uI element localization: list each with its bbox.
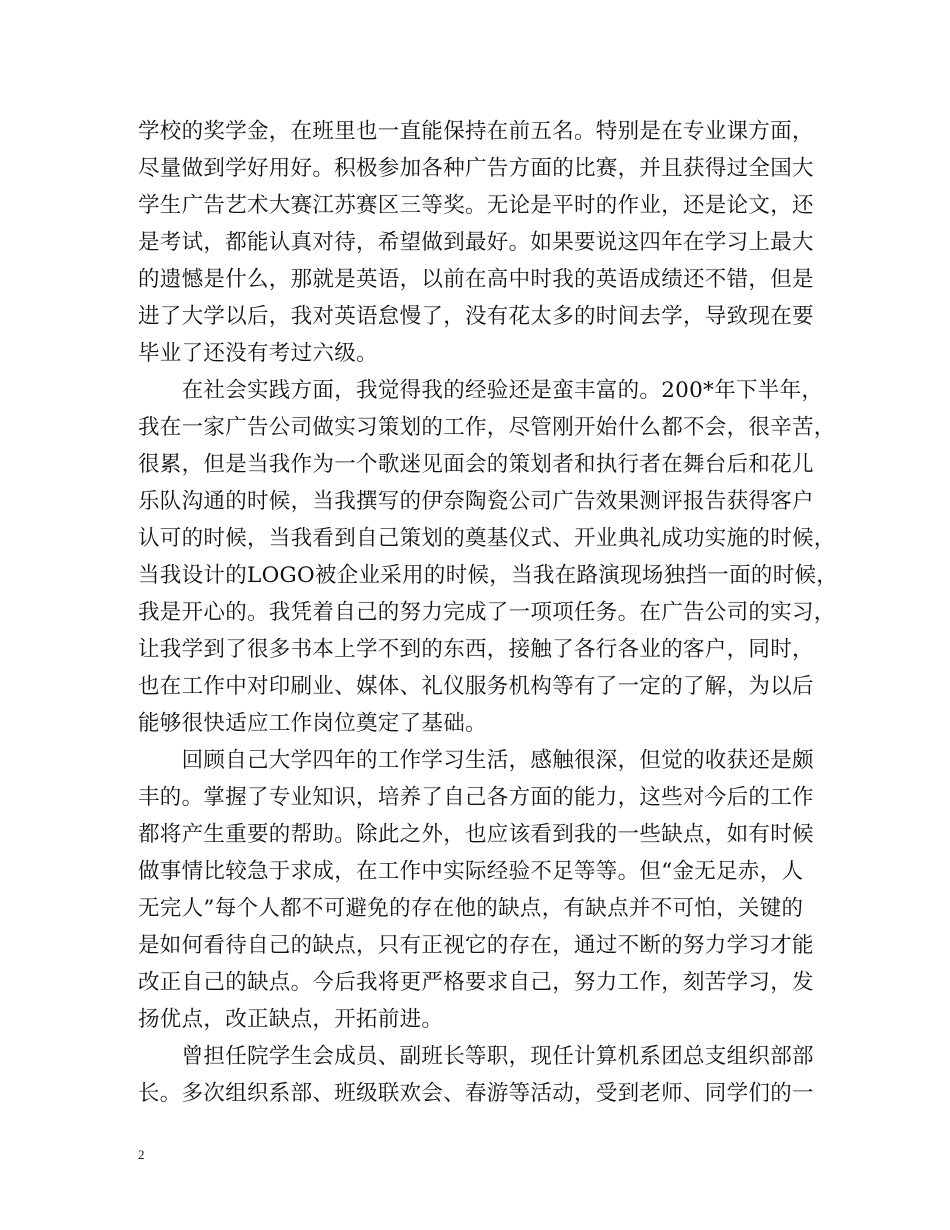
text-line: 让我学到了很多书本上学不到的东西，接触了各行各业的客户，同时， [138,637,814,662]
text-line: 尽量做到学好用好。积极参加各种广告方面的比赛，并且获得过全国大 [138,156,814,181]
text-line: 能够很快适应工作岗位奠定了基础。 [138,711,487,736]
text-line: 做事情比较急于求成，在工作中实际经验不足等等。但“金无足赤，人 [138,859,804,884]
text-line: 的遗憾是什么，那就是英语，以前在高中时我的英语成绩还不错，但是 [138,267,814,292]
text-line: 进了大学以后，我对英语怠慢了，没有花太多的时间去学，导致现在要 [138,304,814,329]
text-line: 都将产生重要的帮助。除此之外，也应该看到我的一些缺点，如有时候 [138,822,814,847]
text-line: 是考试，都能认真对待，希望做到最好。如果要说这四年在学习上最大 [138,230,814,255]
paragraph-start-line: 回顾自己大学四年的工作学习生活，感触很深，但觉的收获还是颇 [138,748,814,773]
text-line: 当我设计的LOGO被企业采用的时候，当我在路演现场独挡一面的时候， [138,563,839,588]
text-line: 长。多次组织系部、班级联欢会、春游等活动，受到老师、同学们的一 [138,1081,814,1106]
text-line: 扬优点，改正缺点，开拓前进。 [138,1007,444,1032]
text-line: 我在一家广告公司做实习策划的工作，尽管刚开始什么都不会，很辛苦， [138,415,836,440]
text-line: 丰的。掌握了专业知识，培养了自己各方面的能力，这些对今后的工作 [138,785,814,810]
paragraph-start-line: 在社会实践方面，我觉得我的经验还是蛮丰富的。200*年下半年， [138,378,824,403]
text-line: 也在工作中对印刷业、媒体、礼仪服务机构等有了一定的了解，为以后 [138,674,814,699]
text-line: 乐队沟通的时候，当我撰写的伊奈陶瓷公司广告效果测评报告获得客户 [138,489,814,514]
paragraph-start-line: 曾担任院学生会成员、副班长等职，现任计算机系团总支组织部部 [138,1044,814,1069]
text-line: 认可的时候，当我看到自己策划的奠基仪式、开业典礼成功实施的时候， [138,526,836,551]
text-line: 学生广告艺术大赛江苏赛区三等奖。无论是平时的作业，还是论文，还 [138,193,814,218]
text-line: 很累，但是当我作为一个歌迷见面会的策划者和执行者在舞台后和花儿 [138,452,814,477]
text-line: 改正自己的缺点。今后我将更严格要求自己，努力工作，刻苦学习，发 [138,970,814,995]
text-line: 毕业了还没有考过六级。 [138,341,378,366]
text-line: 学校的奖学金，在班里也一直能保持在前五名。特别是在专业课方面， [138,119,814,144]
body-text [138,113,839,1112]
text-line: 无完人”每个人都不可避免的存在他的缺点，有缺点并不可怕，关键的 [138,896,804,921]
text-line: 我是开心的。我凭着自己的努力完成了一项项任务。在广告公司的实习， [138,600,836,625]
text-line: 是如何看待自己的缺点，只有正视它的存在，通过不断的努力学习才能 [138,933,814,958]
page-number: 2 [138,1147,145,1162]
